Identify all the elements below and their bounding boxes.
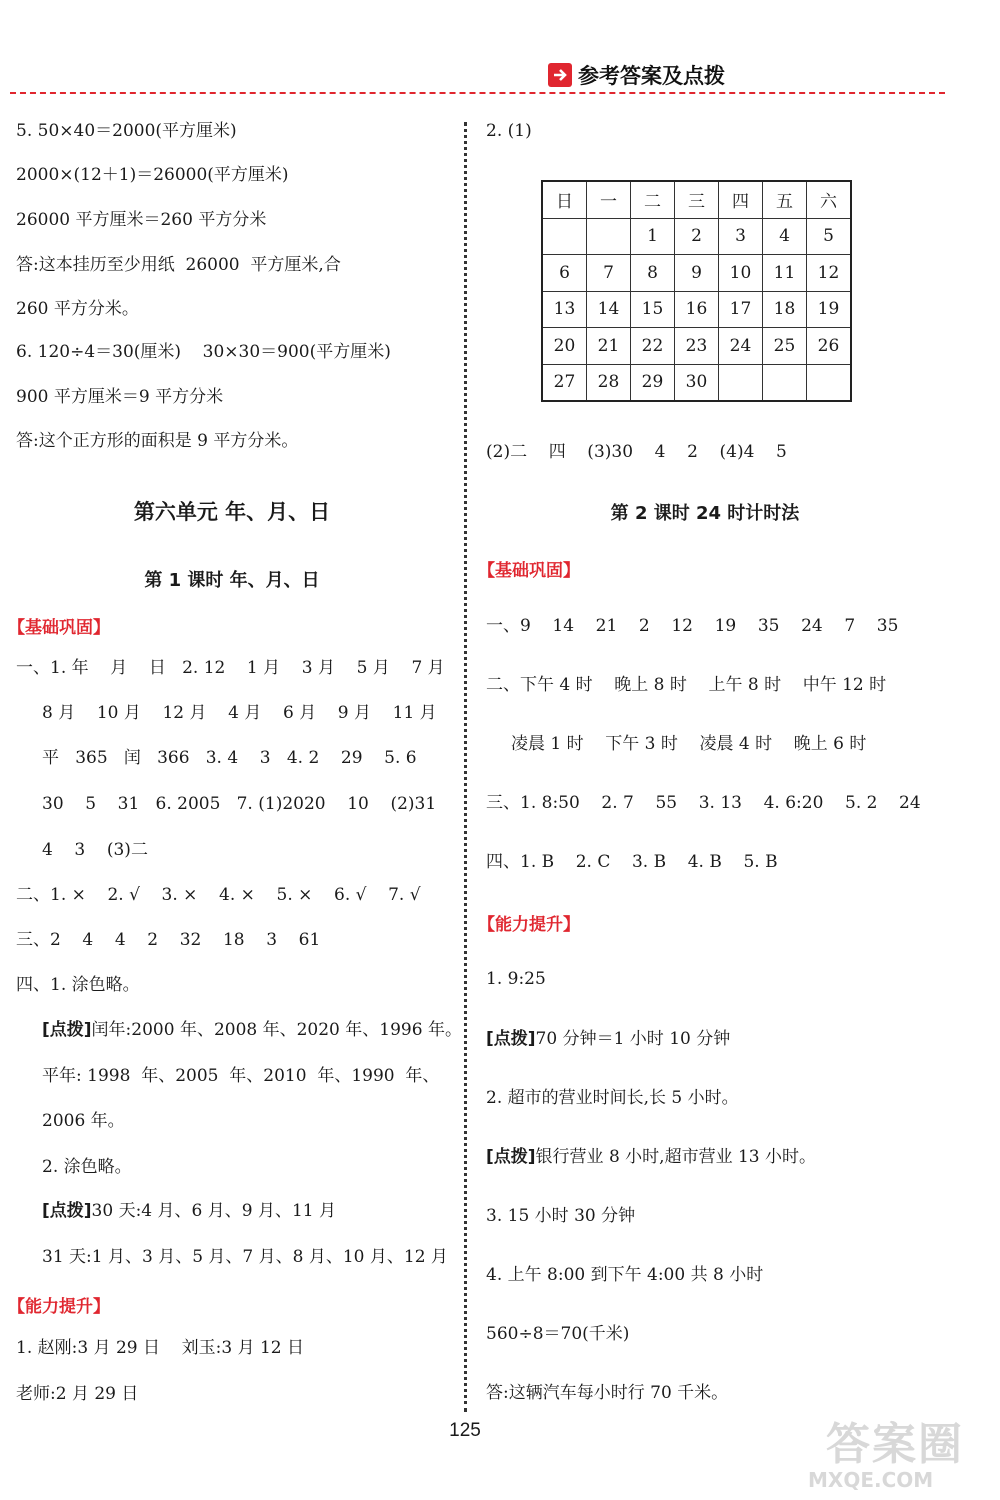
tip-text: 70 分钟＝1 小时 10 分钟 [535,1029,731,1049]
question-2-rest: (2)二 四 (3)30 4 2 (4)4 5 [486,442,787,462]
calendar-cell: 21 [587,328,631,365]
calendar-row [542,328,851,365]
basic-line-11: 2006 年。 [42,1111,125,1131]
calendar-row [542,364,851,401]
basic-line-8: 四、1. 涂色略。 [16,975,140,995]
calendar-cell: 8 [631,255,675,292]
calendar-cell: 7 [587,255,631,292]
calendar-cell: 18 [763,291,807,328]
calendar-cell: 27 [542,364,587,401]
basic-line-2: 8 月 10 月 12 月 4 月 6 月 9 月 11 月 [42,703,437,723]
ability-line-1: 1. 赵刚:3 月 29 日 刘玉:3 月 12 日 [16,1338,305,1358]
answer-6-line-1: 6. 120÷4＝30(厘米) 30×30＝900(平方厘米) [16,342,391,362]
section-tag-ability-right: 【能力提升】 [478,915,580,935]
question-2-label: 2. (1) [486,121,532,141]
answer-5-line-2: 2000×(12＋1)＝26000(平方厘米) [16,165,289,185]
watermark-url: MXQE.COM [808,1468,934,1492]
section-tag-ability: 【能力提升】 [8,1297,110,1317]
right-basic-line-3: 凌晨 1 时 下午 3 时 凌晨 4 时 晚上 6 时 [511,734,867,754]
answer-6-line-3: 答:这个正方形的面积是 9 平方分米。 [16,431,299,451]
calendar-cell: 15 [631,291,675,328]
calendar-cell: 16 [675,291,719,328]
basic-line-10: 平年: 1998 年、2005 年、2010 年、1990 年、 [42,1066,440,1086]
header-title [548,58,725,92]
header-title-text: 参考答案及点拨 [578,64,725,88]
calendar-cell: 13 [542,291,587,328]
right-ability-line-1: 1. 9:25 [486,969,546,989]
calendar-cell: 6 [542,255,587,292]
calendar-cell: 17 [719,291,763,328]
calendar-header-cell: 二 [631,181,675,218]
answer-5-line-4: 答:这本挂历至少用纸 26000 平方厘米,合 [16,255,341,275]
calendar-cell: 28 [587,364,631,401]
right-ability-line-5: 3. 15 小时 30 分钟 [486,1206,636,1226]
ability-line-2: 老师:2 月 29 日 [16,1384,139,1404]
calendar-cell: 29 [631,364,675,401]
calendar-header-cell: 五 [763,181,807,218]
calendar-cell: 25 [763,328,807,365]
calendar-cell: 12 [807,255,852,292]
calendar-cell: 24 [719,328,763,365]
calendar-row [542,255,851,292]
basic-line-7: 三、2 4 4 2 32 18 3 61 [16,930,321,950]
right-ability-line-7: 560÷8＝70(千米) [486,1324,630,1344]
calendar-cell [719,364,763,401]
calendar-cell: 26 [807,328,852,365]
tip-text: 30 天:4 月、6 月、9 月、11 月 [91,1201,337,1221]
tip-line-1 [42,1019,462,1041]
lesson-1-title: 第 1 课时 年、月、日 [144,570,320,591]
calendar-header-row [542,181,851,218]
tip-label: [点拨] [42,1020,92,1040]
column-divider [464,122,467,1412]
calendar-cell: 19 [807,291,852,328]
arrow-right-icon [548,63,572,87]
right-basic-line-1: 一、9 14 21 2 12 19 35 24 7 35 [486,616,899,636]
right-basic-line-4: 三、1. 8:50 2. 7 55 3. 13 4. 6:20 5. 2 24 [486,793,921,813]
calendar-cell: 3 [719,218,763,255]
page-number: 125 [449,1420,481,1441]
calendar-cell [763,364,807,401]
basic-line-4: 30 5 31 6. 2005 7. (1)2020 10 (2)31 [42,794,437,814]
tip-label: [点拨] [42,1201,92,1221]
tip-label: [点拨] [486,1147,536,1167]
calendar-cell: 1 [631,218,675,255]
right-basic-line-5: 四、1. B 2. C 3. B 4. B 5. B [486,852,778,872]
right-tip-line-2 [486,1146,816,1168]
calendar-cell: 2 [675,218,719,255]
section-tag-basic-right: 【基础巩固】 [478,561,580,581]
lesson-2-title: 第 2 课时 24 时计时法 [610,503,800,524]
calendar-header-cell: 六 [807,181,852,218]
calendar-cell: 9 [675,255,719,292]
right-tip-line-1 [486,1028,730,1050]
answer-5-line-1: 5. 50×40＝2000(平方厘米) [16,121,237,141]
calendar-cell: 20 [542,328,587,365]
calendar-row [542,291,851,328]
calendar-cell [587,218,631,255]
basic-line-14: 31 天:1 月、3 月、5 月、7 月、8 月、10 月、12 月 [42,1247,448,1267]
calendar-cell: 22 [631,328,675,365]
calendar-cell: 14 [587,291,631,328]
calendar-cell [542,218,587,255]
calendar-cell: 10 [719,255,763,292]
calendar-header-cell: 日 [542,181,587,218]
watermark-logo [808,1408,993,1496]
calendar-cell: 30 [675,364,719,401]
calendar-cell [807,364,852,401]
basic-line-12: 2. 涂色略。 [42,1157,132,1177]
header-divider [10,92,945,94]
section-tag-basic: 【基础巩固】 [8,618,110,638]
tip-line-2 [42,1200,336,1222]
basic-line-6: 二、1. × 2. √ 3. × 4. × 5. × 6. √ 7. √ [16,885,421,905]
basic-line-5: 4 3 (3)二 [42,840,148,860]
right-ability-line-6: 4. 上午 8:00 到下午 4:00 共 8 小时 [486,1265,764,1285]
right-ability-line-8: 答:这辆汽车每小时行 70 千米。 [486,1383,729,1403]
basic-line-1: 一、1. 年 月 日 2. 12 1 月 3 月 5 月 7 月 [16,658,445,678]
watermark-text: 答案圈 [826,1419,964,1470]
answer-5-line-3: 26000 平方厘米＝260 平方分米 [16,210,267,230]
tip-label: [点拨] [486,1029,536,1049]
calendar-cell: 11 [763,255,807,292]
basic-line-3: 平 365 闰 366 3. 4 3 4. 2 29 5. 6 [42,748,417,768]
calendar-cell: 23 [675,328,719,365]
calendar-header-cell: 三 [675,181,719,218]
right-ability-line-3: 2. 超市的营业时间长,长 5 小时。 [486,1088,739,1108]
calendar-table [541,180,852,402]
calendar-cell: 4 [763,218,807,255]
calendar-header-cell: 四 [719,181,763,218]
tip-text: 闰年:2000 年、2008 年、2020 年、1996 年。 [91,1020,462,1040]
tip-text: 银行营业 8 小时,超市营业 13 小时。 [535,1147,817,1167]
calendar-row [542,218,851,255]
answer-6-line-2: 900 平方厘米＝9 平方分米 [16,387,224,407]
answer-5-line-5: 260 平方分米。 [16,299,139,319]
calendar-cell: 5 [807,218,852,255]
calendar-header-cell: 一 [587,181,631,218]
right-basic-line-2: 二、下午 4 时 晚上 8 时 上午 8 时 中午 12 时 [486,675,887,695]
unit-title: 第六单元 年、月、日 [133,500,331,524]
